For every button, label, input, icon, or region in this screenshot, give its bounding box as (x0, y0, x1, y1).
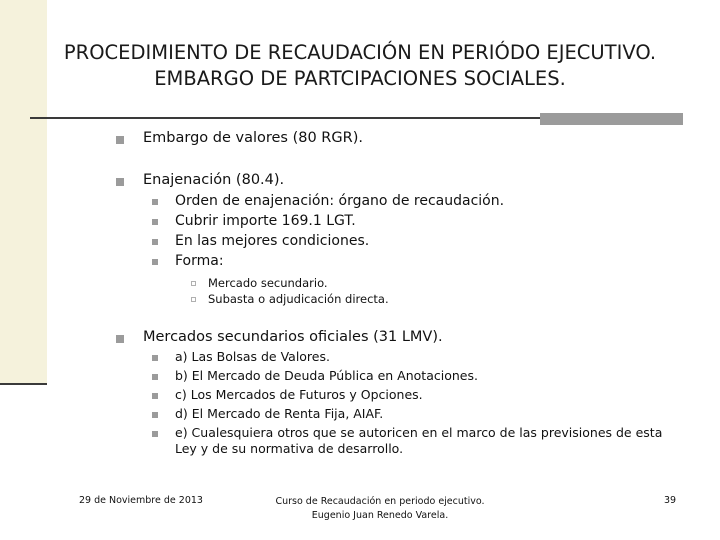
footer-course (240, 495, 520, 523)
footer-course-line-1: Curso de Recaudación en periodo ejecutivo. (275, 496, 485, 507)
sub-bullet-icon (152, 393, 158, 399)
sub-bullet-icon (152, 259, 158, 265)
footer-course-line-2: Eugenio Juan Renedo Varela. (311, 510, 449, 521)
bullet-icon (116, 136, 124, 144)
slide-title (60, 40, 660, 92)
sub-list-item: Cubrir importe 169.1 LGT. (175, 213, 356, 229)
sub-list-item: a) Las Bolsas de Valores. (175, 349, 330, 364)
title-divider-accent (540, 113, 683, 125)
sub-list-item: En las mejores condiciones. (175, 233, 370, 249)
bullet-icon (116, 335, 124, 343)
sub-list-item: e) Cualesquiera otros que se autoricen en el marco de las previsiones de esta (175, 425, 663, 440)
sub-sub-list-item: Subasta o adjudicación directa. (208, 292, 389, 306)
sub-bullet-icon (152, 199, 158, 205)
side-decoration-line (0, 383, 47, 385)
sub-list-item-continuation: Ley y de su normativa de desarrollo. (175, 441, 404, 456)
sub-list-item: Orden de enajenación: órgano de recaudación. (175, 193, 505, 209)
slide-title-line-2: EMBARGO DE PARTCIPACIONES SOCIALES. (154, 67, 566, 90)
list-item: Embargo de valores (80 RGR). (143, 130, 363, 146)
sub-bullet-icon (152, 239, 158, 245)
sub-list-item: c) Los Mercados de Futuros y Opciones. (175, 387, 423, 402)
side-decoration-band (0, 0, 47, 384)
sub-list-item: Forma: (175, 253, 224, 269)
sub-sub-bullet-icon (191, 281, 196, 286)
sub-bullet-icon (152, 219, 158, 225)
footer-page-number: 39 (664, 495, 677, 506)
sub-list-item: d) El Mercado de Renta Fija, AIAF. (175, 406, 384, 421)
bullet-icon (116, 178, 124, 186)
list-item: Enajenación (80.4). (143, 172, 285, 188)
footer-date: 29 de Noviembre de 2013 (79, 495, 203, 506)
sub-bullet-icon (152, 412, 158, 418)
list-item: Mercados secundarios oficiales (31 LMV). (143, 329, 443, 345)
slide-title-line-1: PROCEDIMIENTO DE RECAUDACIÓN EN PERIÓDO EJECUTIVO. (63, 41, 657, 64)
sub-bullet-icon (152, 374, 158, 380)
sub-bullet-icon (152, 355, 158, 361)
sub-bullet-icon (152, 431, 158, 437)
sub-sub-list-item: Mercado secundario. (208, 276, 328, 290)
sub-list-item: b) El Mercado de Deuda Pública en Anotaciones. (175, 368, 478, 383)
sub-sub-bullet-icon (191, 297, 196, 302)
